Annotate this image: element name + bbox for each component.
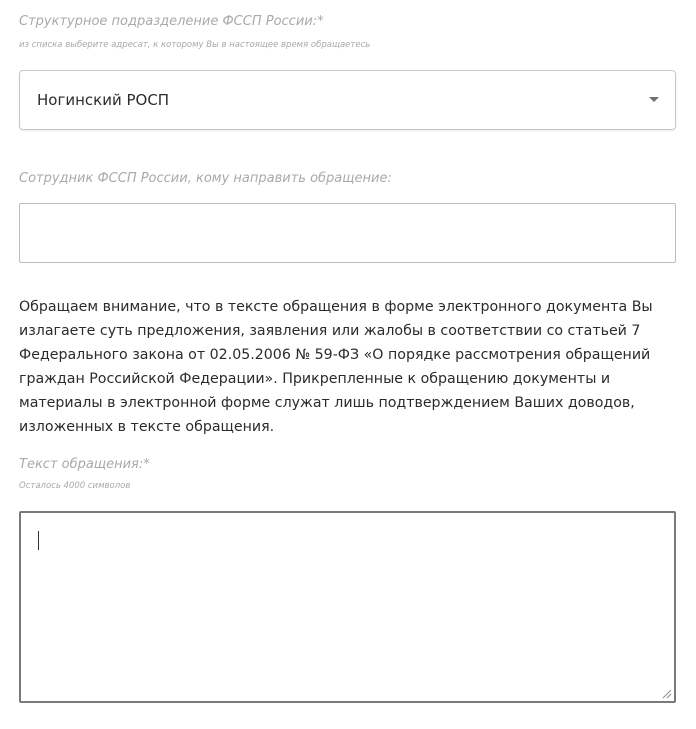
text-caret — [38, 531, 39, 550]
message-label: Текст обращения:* — [19, 457, 150, 472]
division-select-value: Ногинский РОСП — [37, 91, 170, 109]
resize-grip-icon[interactable] — [662, 689, 672, 699]
employee-label: Сотрудник ФССП России, кому направить обращение: — [19, 171, 392, 186]
chevron-down-icon[interactable] — [649, 97, 659, 102]
message-textarea[interactable] — [19, 511, 676, 703]
notice-text — [19, 295, 679, 439]
notice-line: граждан Российской Федерации». Прикрепленные к обращению документы и — [19, 371, 611, 387]
notice-line: Обращаем внимание, что в тексте обращения в форме электронного документа Вы — [19, 299, 653, 315]
notice-line: изложенных в тексте обращения. — [19, 419, 275, 435]
employee-input[interactable] — [19, 203, 676, 263]
notice-line: излагаете суть предложения, заявления или жалобы в соответствии со статьей 7 — [19, 323, 641, 339]
notice-line: материалы в электронной форме служат лишь подтверждением Ваших доводов, — [19, 395, 635, 411]
division-select[interactable] — [19, 70, 676, 130]
notice-line: Федерального закона от 02.05.2006 № 59-ФЗ «О порядке рассмотрения обращений — [19, 347, 651, 363]
characters-remaining: Осталось 4000 символов — [19, 481, 131, 491]
division-label: Структурное подразделение ФССП России:* — [19, 14, 324, 29]
division-hint: из списка выберите адресат, к которому Вы в настоящее время обращаетесь — [19, 40, 371, 50]
